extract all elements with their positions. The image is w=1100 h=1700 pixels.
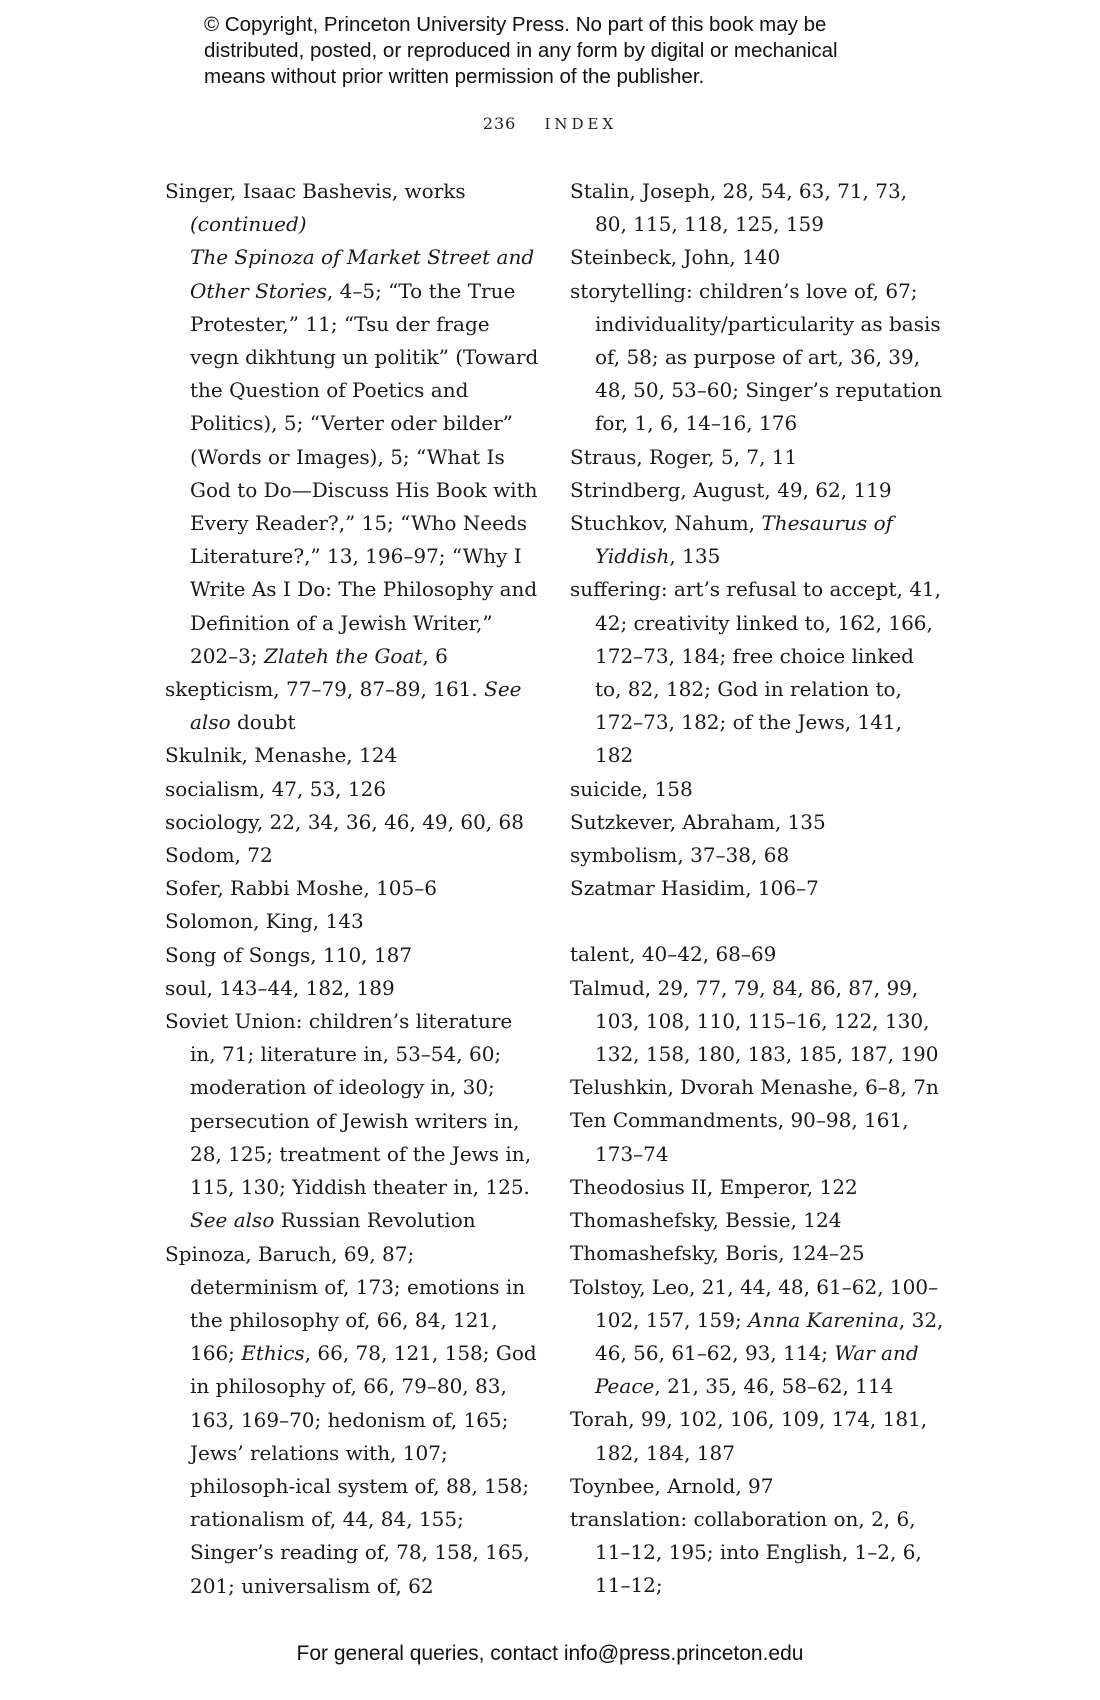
index-entry: Theodosius II, Emperor, 122 (570, 1174, 858, 1199)
entry-text: Singer, Isaac Bashevis, works (165, 179, 466, 203)
index-entry (570, 507, 945, 573)
index-entry (165, 1238, 540, 1603)
copyright-line-3: means without prior written permission of the publisher. (204, 65, 705, 88)
letter-group-gap (570, 905, 945, 938)
index-subentry (165, 241, 540, 673)
copyright-line-2: distributed, posted, or reproduced in any form by digital or mechanical (204, 39, 838, 62)
entry-title-italic: Thesaurus of Yiddish (595, 511, 894, 569)
footer-contact: For general queries, contact info@press.princeton.edu (296, 1642, 804, 1665)
section-title: INDEX (544, 115, 618, 133)
index-entry: suffering: art’s refusal to accept, 41, 42; creativity linked to, 162, 166, 172–73, 184; free choice linked to, 82, 182; God in relation to, 172–73, 182; of the Jews, 141, 182 (570, 577, 942, 768)
entry-text: , 32, 46, 56, 61–62, 93, 114; (595, 1307, 944, 1365)
entry-text: skepticism, 77–79, 87–89, 161. (165, 677, 485, 702)
index-entry: Sofer, Rabbi Moshe, 105–6 (165, 876, 437, 901)
entry-title-italic: Anna Karenina (748, 1307, 899, 1332)
see-also: See also (190, 1208, 275, 1233)
entry-text-italic: (continued) (190, 212, 307, 237)
index-entry: storytelling: children’s love of, 67; individuality/particularity as basis of, 58; as purpose of art, 36, 39, 48, 50, 53–60; Singer’s reputation for, 1, 6, 14–16, 176 (570, 278, 942, 436)
entry-text: Stuchkov, Nahum, (570, 511, 762, 536)
index-entry: Sodom, 72 (165, 843, 273, 868)
index-column-left (165, 175, 540, 1603)
entry-title-italic: Zlateh the Goat (264, 643, 423, 668)
entry-text: , 4–5; “To the True Protester,” 11; “Tsu der frage vegn dikhtung un politik” (Toward the Question of Poetics and Politics), 5; “Verter oder bilder” (Words or Images), 5; “What Is God to Do—Discuss His Book with Every Reader?,” 15; “Who Needs Literature?,” 13, 196–97; “Why I Write As I Do: The Philosophy and Definition of a Jewish Writer,” 202–3; (190, 278, 539, 668)
index-entry: Strindberg, August, 49, 62, 119 (570, 477, 892, 502)
index-entry: socialism, 47, 53, 126 (165, 776, 387, 801)
copyright-notice (204, 12, 924, 90)
entry-text: Russian Revolution (274, 1208, 476, 1233)
index-entry: symbolism, 37–38, 68 (570, 843, 790, 868)
index-entry: Stalin, Joseph, 28, 54, 63, 71, 73, 80, 115, 118, 125, 159 (570, 179, 908, 237)
running-head (0, 114, 1100, 133)
entry-text: , 135 (669, 544, 721, 569)
index-entry: sociology, 22, 34, 36, 46, 49, 60, 68 (165, 809, 524, 834)
entry-text: Soviet Union: children’s literature in, 71; literature in, 53–54, 60; moderation of ideology in, 30; persecution of Jewish writers in, 28, 125; treatment of the Jews in, 115, 130; Yiddish theater in, 125. (165, 1009, 532, 1200)
index-entry: suicide, 158 (570, 776, 693, 801)
index-entry: Sutzkever, Abraham, 135 (570, 809, 826, 834)
entry-title-italic: Ethics (241, 1341, 305, 1366)
entry-text: doubt (230, 710, 296, 735)
index-entry: translation: collaboration on, 2, 6, 11–12, 195; into English, 1–2, 6, 11–12; (570, 1506, 922, 1598)
see-also: See also (190, 677, 522, 735)
index-entry: Solomon, King, 143 (165, 909, 364, 934)
index-entry: Szatmar Hasidim, 106–7 (570, 876, 819, 901)
index-entry: Talmud, 29, 77, 79, 84, 86, 87, 99, 103, 108, 110, 115–16, 122, 130, 132, 158, 180, 183, 185, 187, 190 (570, 975, 939, 1067)
index-entry: Torah, 99, 102, 106, 109, 174, 181, 182, 184, 187 (570, 1407, 928, 1465)
index-entry: Skulnik, Menashe, 124 (165, 743, 398, 768)
index-entry: Thomashefsky, Boris, 124–25 (570, 1241, 865, 1266)
index-column-right (570, 175, 945, 1603)
index-entry: Ten Commandments, 90–98, 161, 173–74 (570, 1108, 909, 1166)
entry-text: Tolstoy, Leo, 21, 44, 48, 61–62, 100–102, 157, 159; (570, 1274, 939, 1332)
index-entry: Straus, Roger, 5, 7, 11 (570, 444, 798, 469)
page-number: 236 (482, 114, 517, 133)
index-entry: Song of Songs, 110, 187 (165, 942, 413, 967)
index-entry: soul, 143–44, 182, 189 (165, 975, 395, 1000)
entry-text: , 66, 78, 121, 158; God in philosophy of, 66, 79–80, 83, 163, 169–70; hedonism of, 165; Jews’ relations with, 107; philosoph-ical system of, 88, 158; rationalism of, 44, 84, 155; Singer’s reading of, 78, 158, 165, 201; universalism of, 62 (190, 1341, 537, 1598)
entry-title-italic: The Spinoza of Market Street and Other Stories (190, 245, 535, 303)
index-entry (165, 673, 540, 739)
copyright-line-1: © Copyright, Princeton University Press. No part of this book may be (204, 13, 827, 36)
entry-text: , 6 (422, 643, 448, 668)
index-entry (165, 175, 540, 241)
entry-title-italic: War and Peace (595, 1340, 919, 1399)
index-entry: Thomashefsky, Bessie, 124 (570, 1208, 842, 1233)
index-entry (165, 1005, 540, 1237)
index-entry: talent, 40–42, 68–69 (570, 942, 777, 967)
index-entry: Steinbeck, John, 140 (570, 245, 781, 270)
entry-text: Spinoza, Baruch, 69, 87; determinism of, 173; emotions in the philosophy of, 66, 84, 121, 166; (165, 1241, 526, 1366)
index-entry: Telushkin, Dvorah Menashe, 6–8, 7n (570, 1075, 939, 1100)
index-entry: Toynbee, Arnold, 97 (570, 1473, 774, 1498)
index-entry (570, 1271, 945, 1404)
entry-text: , 21, 35, 46, 58–62, 114 (654, 1374, 894, 1399)
